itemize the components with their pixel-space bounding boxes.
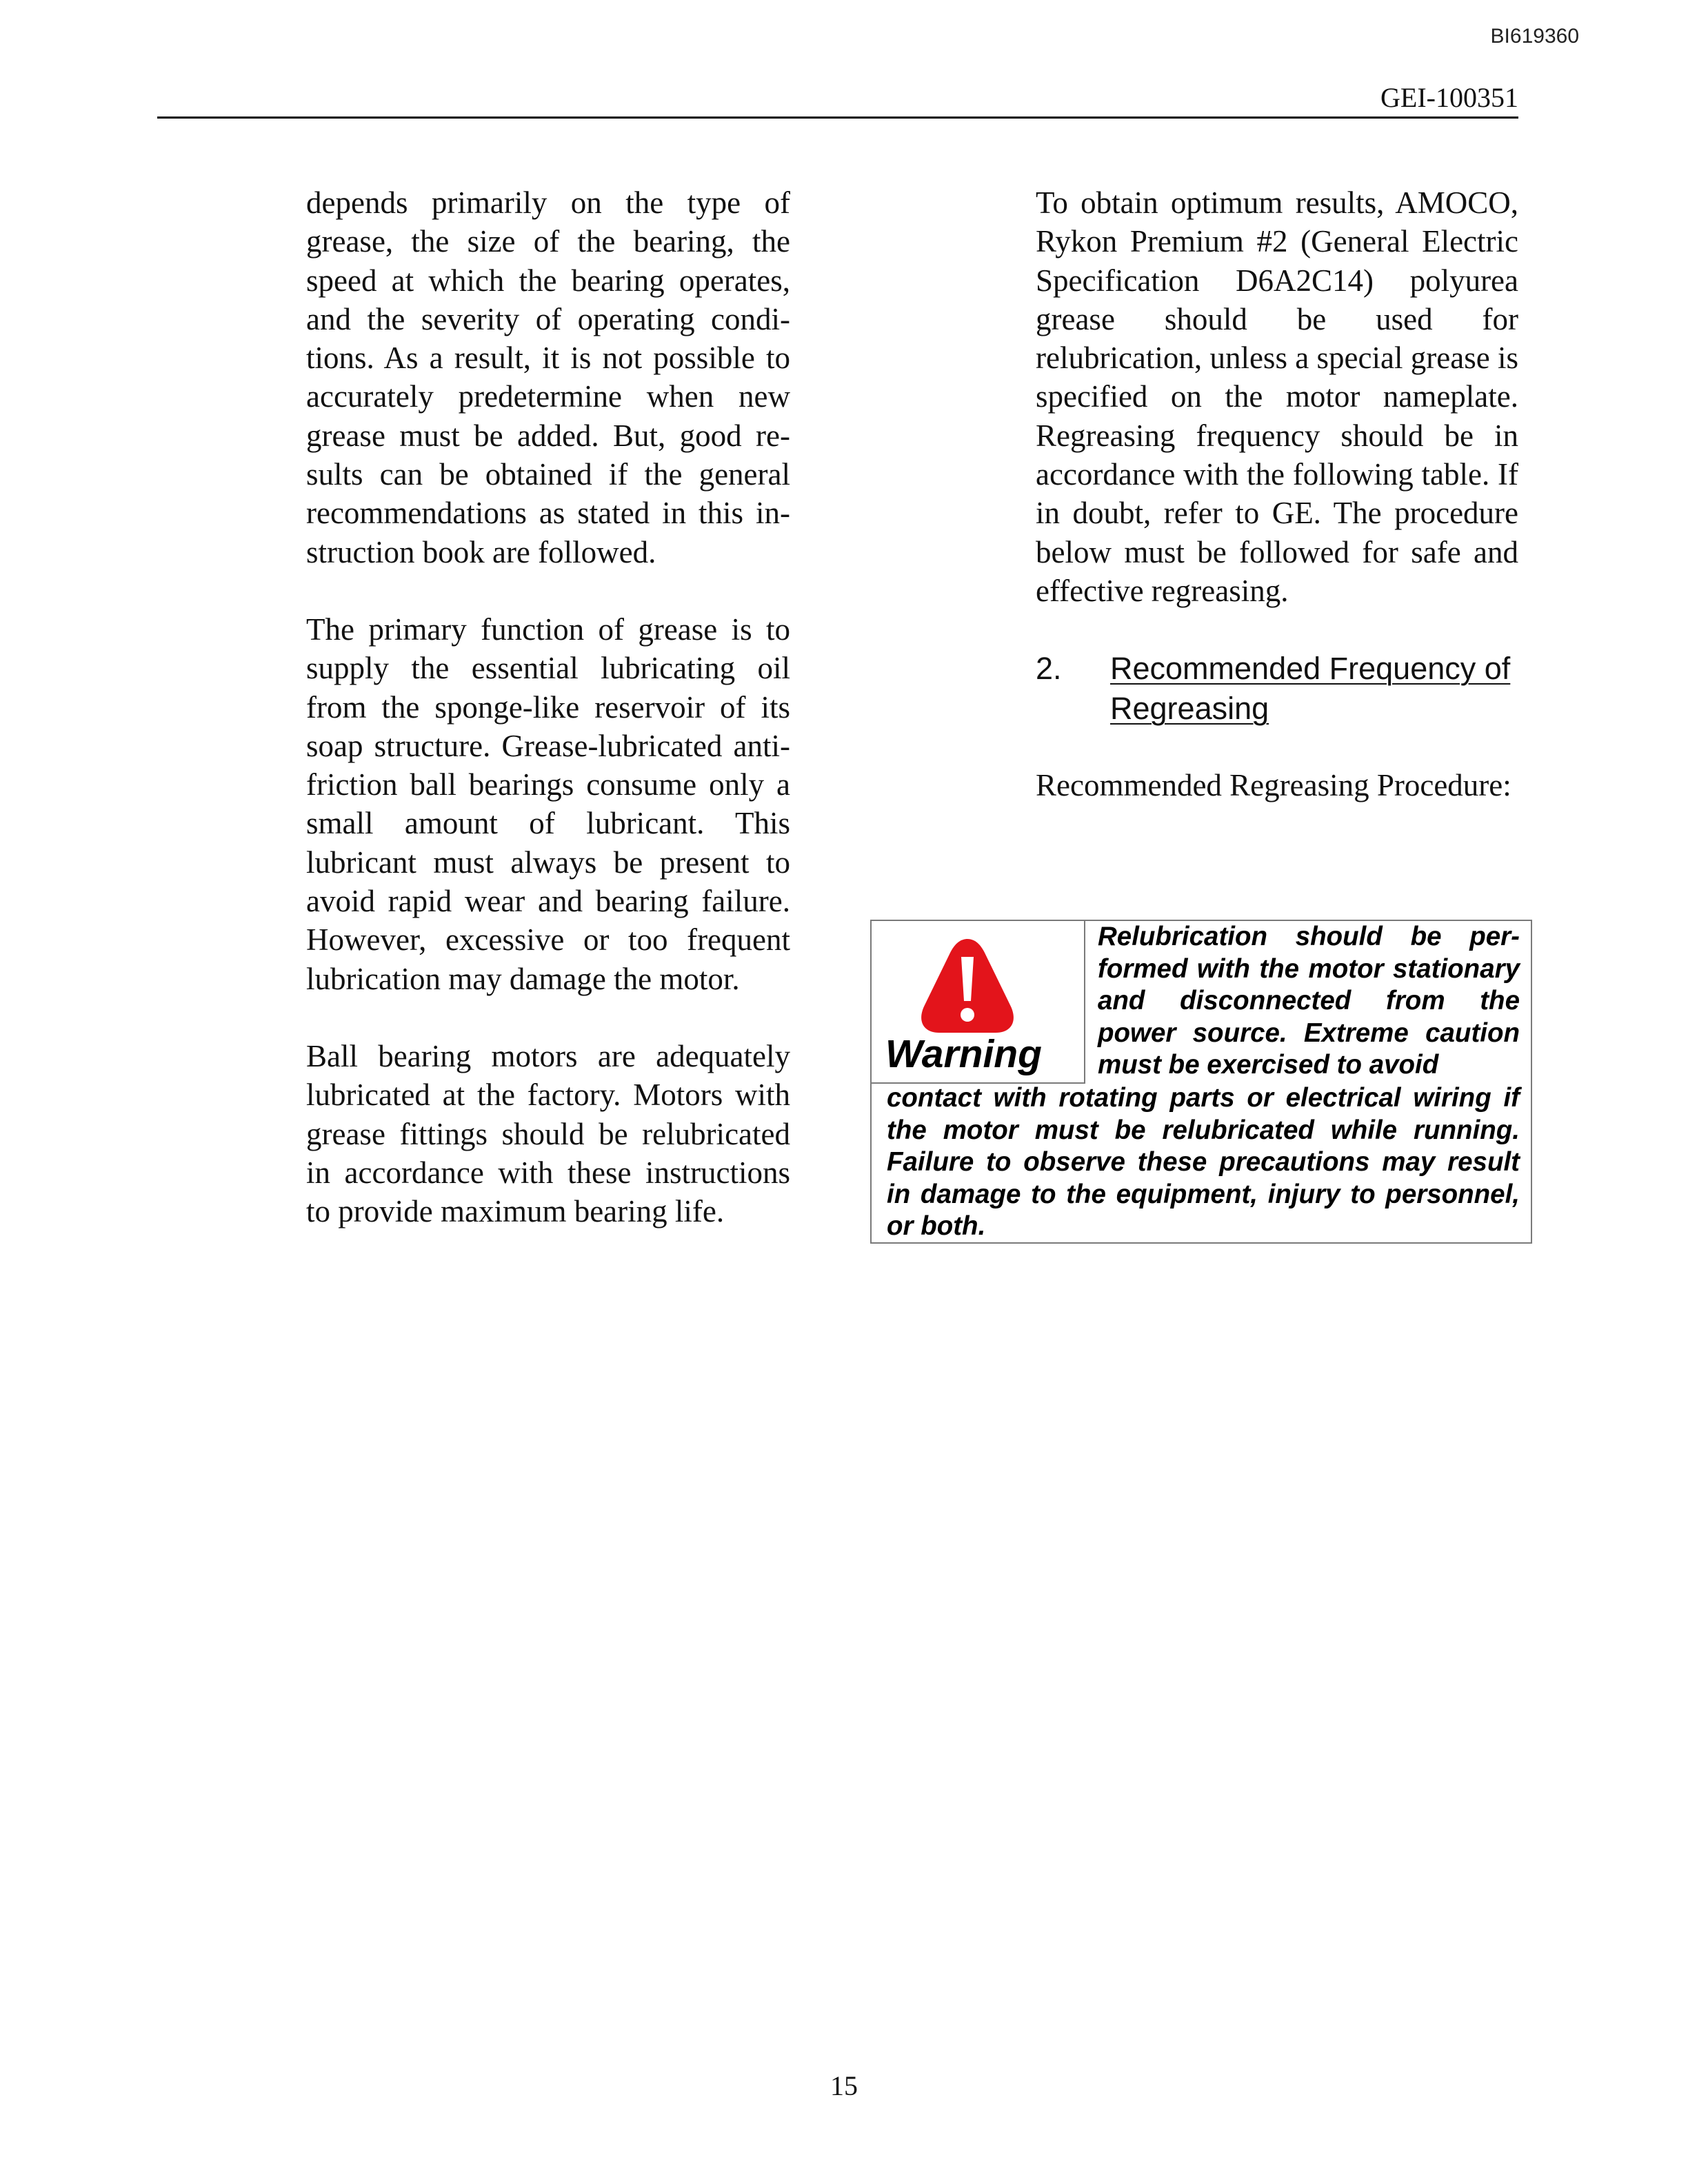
paragraph-optimum-results: To obtain optimum results, AMOCO, Rykon Premium #2 (General Electric Specification D6A2C14) polyurea grease should be used for relubrication, unless a special grease is specified on the motor nameplate. Regreasing frequency should be in accordance with the following table. If in doubt, refer to GE. The procedure below must be followed for safe and effective regreasing. (1036, 185, 1518, 608)
left-column (306, 183, 790, 1231)
document-id: BI619360 (1490, 25, 1579, 48)
right-column (1036, 183, 1518, 805)
page-number: 15 (830, 2070, 858, 2101)
paragraph-grease-dependence: depends primarily on the type of grease, the size of the bearing, the speed at which the bearing operates, and the severity of operating conditions. As a result, it is not possible to accurately predetermine when new grease must be added. But, good results can be obtained if the general recommendations as stated in this instruction book are followed. (306, 185, 790, 569)
warning-label: Warning (885, 1032, 1042, 1076)
warning-icon-cell (872, 921, 1085, 1084)
warning-text-top: Relubrication should be performed with the motor stationary and disconnected from the power source. Extreme caution must be exercised to avoid (1098, 922, 1520, 1080)
header-divider (157, 117, 1518, 119)
procedure-label: Recommended Regreasing Procedure: (1036, 768, 1511, 803)
section-heading (1036, 649, 1518, 729)
section-title: Recommended Frequency of Regreasing (1110, 651, 1511, 727)
document-number: GEI-100351 (1380, 82, 1518, 113)
warning-text-bottom: contact with rotating parts or electrical wiring if the motor must be relubricated while running. Failure to observe these precautions may result in damage to the equipment, injury to personnel, or both. (887, 1083, 1520, 1241)
exclamation-warning-icon (917, 936, 1018, 1035)
paragraph-ball-bearing-motors: Ball bearing motors are adequately lubricated at the factory. Motors with grease fittings should be relubricated in accordance with these instructions to provide maximum bearing life. (306, 1038, 790, 1229)
warning-box (870, 920, 1532, 1244)
section-number: 2. (1036, 651, 1062, 687)
paragraph-grease-function: The primary function of grease is to supply the essential lubricating oil from the sponge-like reservoir of its soap structure. Grease-lubricated anti-friction ball bearings consume only a small amount of lubricant. This lubricant must always be present to avoid rapid wear and bearing failure. However, excessive or too frequent lubrication may damage the motor. (306, 611, 790, 996)
